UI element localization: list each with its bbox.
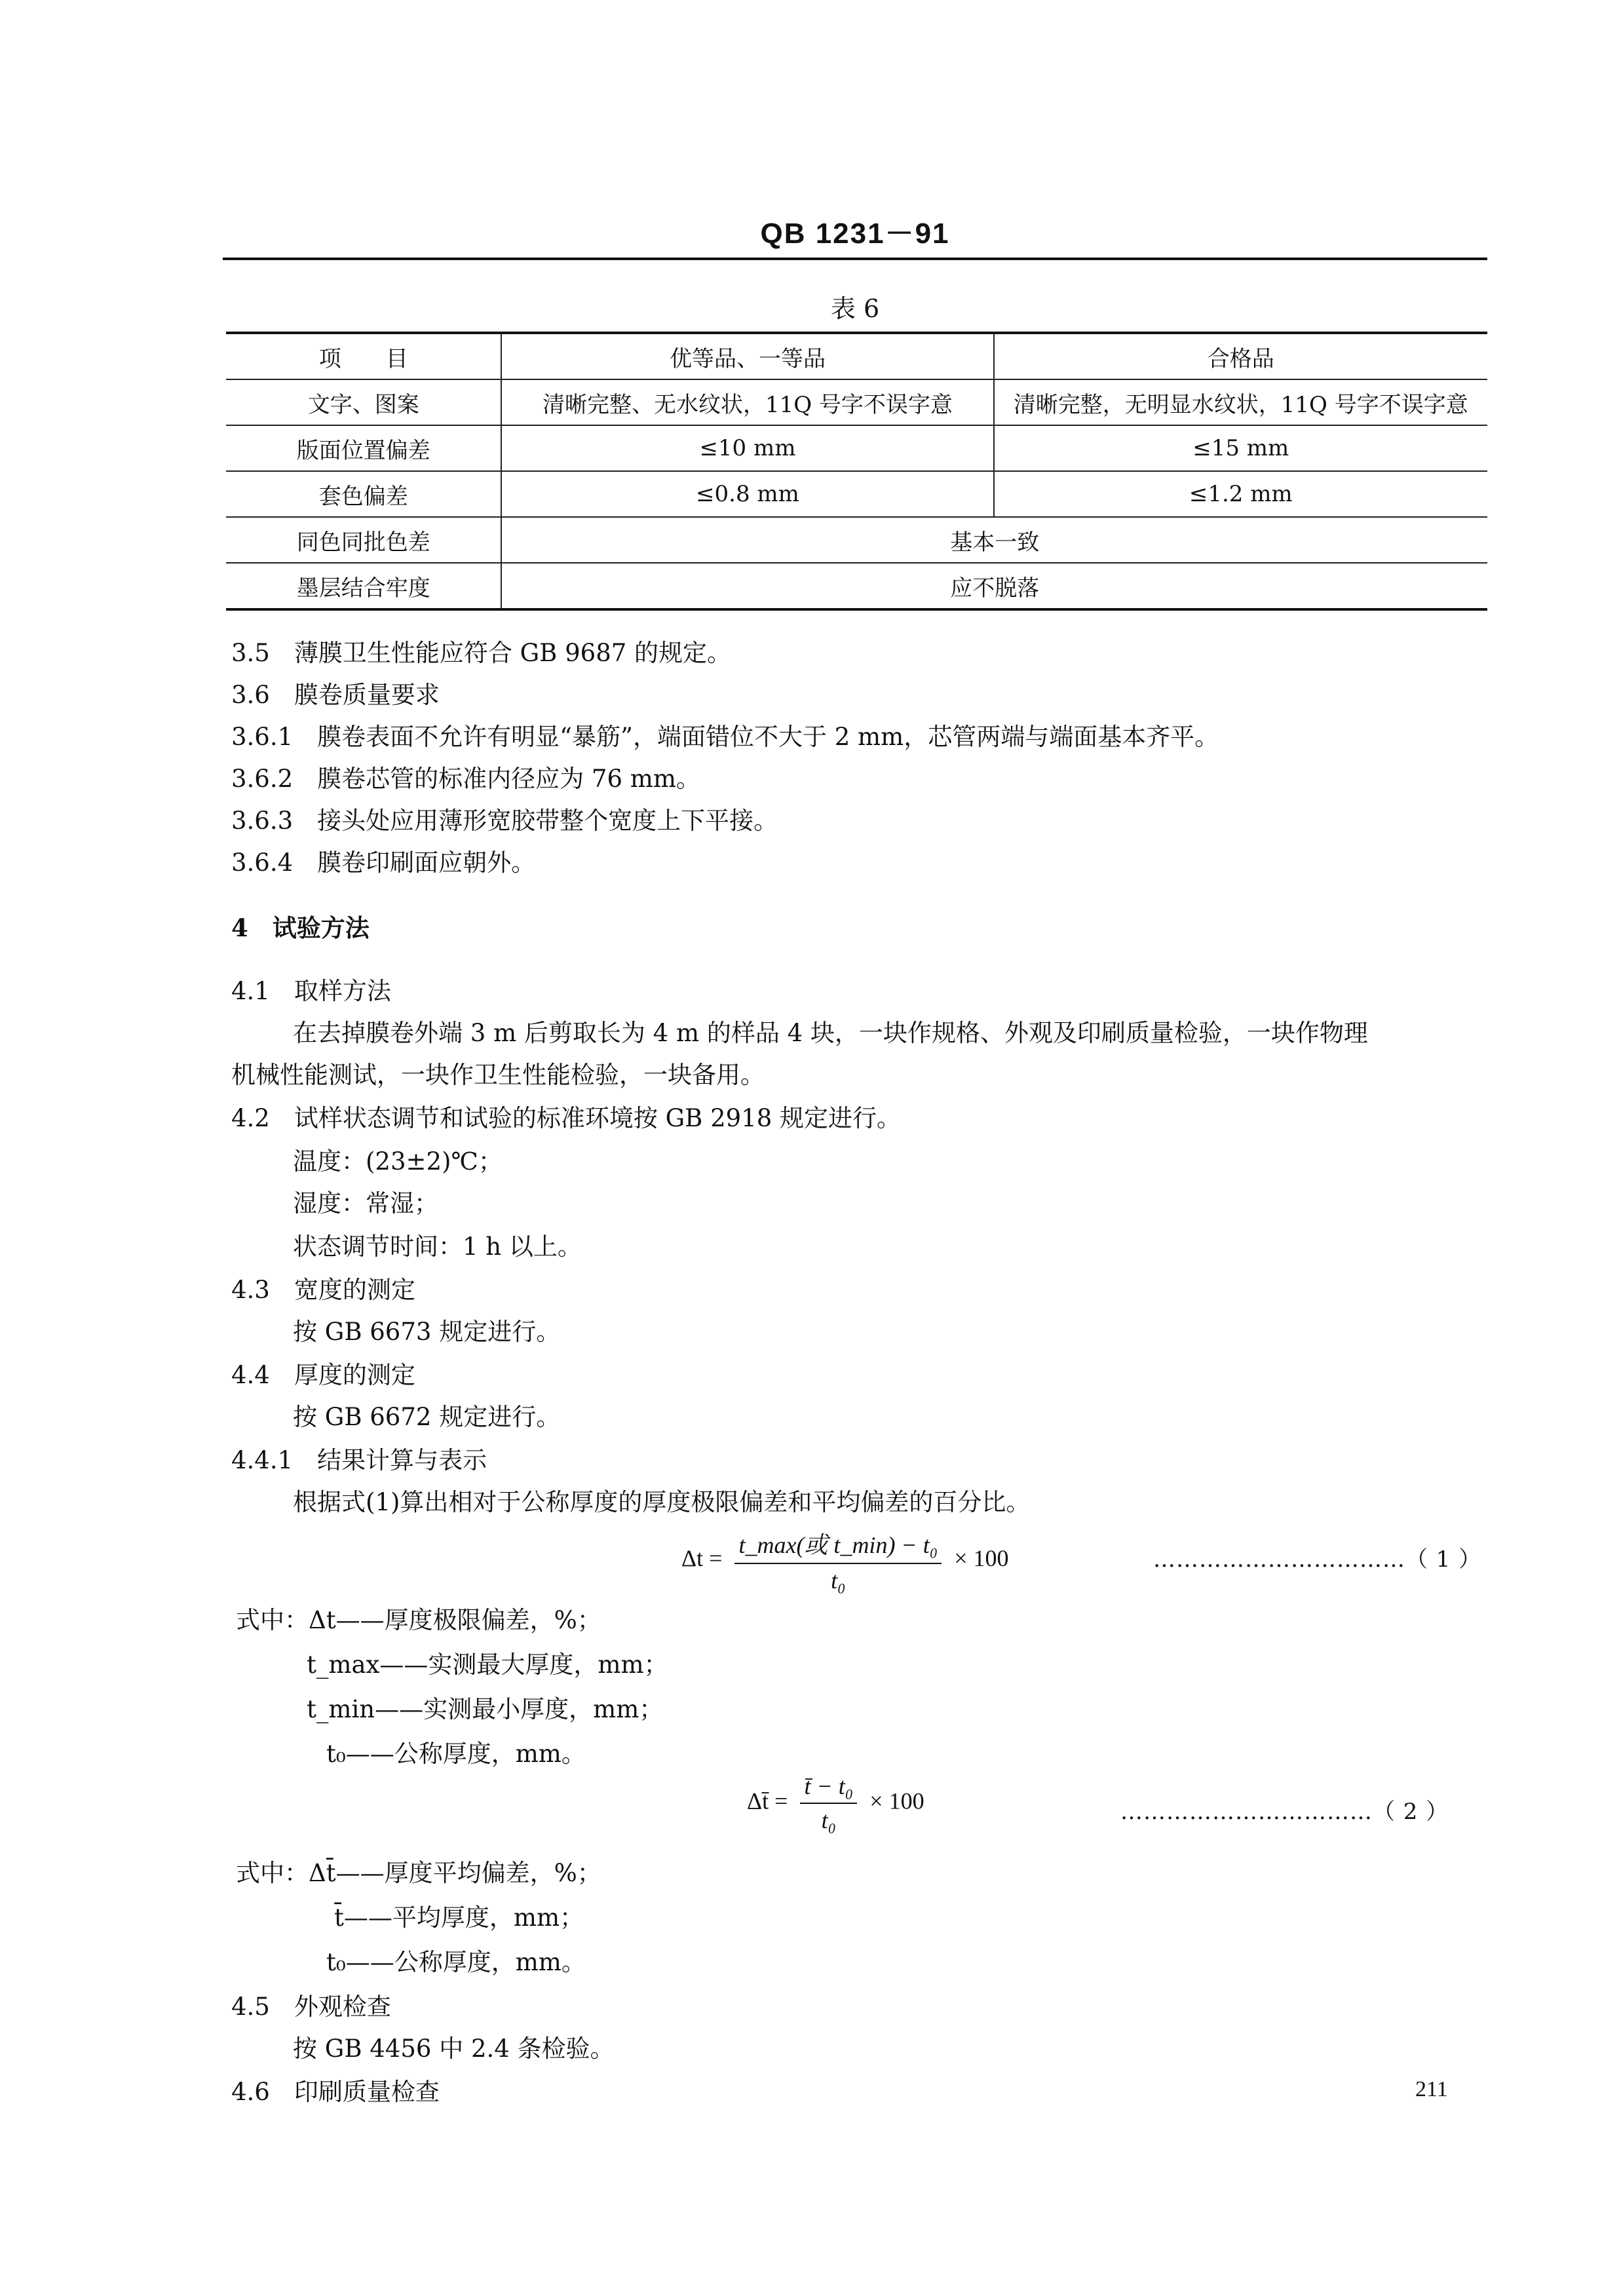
table-cell: ≤1.2 mm bbox=[994, 471, 1487, 517]
standard-number-header: QB 1231－91 bbox=[760, 218, 950, 250]
clause-4-2: 4.2 试样状态调节和试验的标准环境按 GB 2918 规定进行。 bbox=[231, 1104, 902, 1132]
where-t0: t₀——公称厚度，mm。 bbox=[326, 1740, 586, 1768]
clause-4-1-text-cont: 机械性能测试，一块作卫生性能检验，一块备用。 bbox=[231, 1061, 765, 1089]
table-cell: 版面位置偏差 bbox=[226, 425, 501, 471]
where-t-min: t_min——实测最小厚度，mm； bbox=[307, 1695, 664, 1723]
clause-4-3-text: 按 GB 6673 规定进行。 bbox=[293, 1318, 561, 1346]
clause-4-6: 4.6 印刷质量检查 bbox=[231, 2078, 440, 2106]
clause-3-6-4: 3.6.4 膜卷印刷面应朝外。 bbox=[231, 849, 536, 877]
temperature-line: 温度：(23±2)℃； bbox=[293, 1147, 503, 1176]
clause-3-6-3: 3.6.3 接头处应用薄形宽胶带整个宽度上下平接。 bbox=[231, 807, 778, 835]
clause-4-3: 4.3 宽度的测定 bbox=[231, 1276, 415, 1304]
table-row bbox=[226, 563, 1487, 609]
where-t-max: t_max——实测最大厚度，mm； bbox=[307, 1651, 668, 1679]
table-row bbox=[226, 425, 1487, 471]
table-cell: 套色偏差 bbox=[226, 471, 501, 517]
conditioning-time-line: 状态调节时间：1 h 以上。 bbox=[293, 1233, 582, 1261]
table-header-cell: 项 目 bbox=[226, 333, 501, 379]
formula-1-lhs: Δt = bbox=[681, 1544, 723, 1571]
clause-4-4: 4.4 厚度的测定 bbox=[231, 1361, 415, 1389]
clause-4-5-text: 按 GB 4456 中 2.4 条检验。 bbox=[293, 2035, 615, 2063]
section-4-heading: 4 试验方法 bbox=[231, 913, 370, 942]
table-header-row bbox=[226, 333, 1487, 379]
table-cell: 文字、图案 bbox=[226, 379, 501, 425]
clause-3-6: 3.6 膜卷质量要求 bbox=[231, 681, 440, 709]
table-cell: 墨层结合牢度 bbox=[226, 563, 501, 609]
where-delta-t-bar: 式中：Δt̄——厚度平均偏差，%； bbox=[236, 1859, 601, 1887]
page-number: 211 bbox=[1415, 2077, 1448, 2101]
table-cell: 清晰完整，无明显水纹状，11Q 号字不误字意 bbox=[994, 379, 1487, 425]
where-t-bar: t̄——平均厚度，mm； bbox=[334, 1904, 584, 1932]
table-cell-merged: 基本一致 bbox=[501, 517, 1487, 563]
formula-1-denominator: t₀ bbox=[831, 1567, 846, 1594]
clause-4-4-1: 4.4.1 结果计算与表示 bbox=[231, 1446, 487, 1474]
table-cell: ≤15 mm bbox=[994, 425, 1487, 471]
where-t0-2: t₀——公称厚度，mm。 bbox=[326, 1948, 586, 1976]
humidity-line: 湿度：常湿； bbox=[293, 1189, 438, 1217]
clause-3-5: 3.5 薄膜卫生性能应符合 GB 9687 的规定。 bbox=[231, 639, 732, 667]
table-cell: 同色同批色差 bbox=[226, 517, 501, 563]
formula-1-numerator: t_max(或 t_min) − t₀ bbox=[734, 1527, 942, 1564]
table-cell: 清晰完整、无水纹状，11Q 号字不误字意 bbox=[501, 379, 993, 425]
formula-2-number: ……………………………（ 2 ） bbox=[1120, 1799, 1449, 1825]
clause-3-6-1: 3.6.1 膜卷表面不允许有明显“暴筋”，端面错位不大于 2 mm，芯管两端与端面基本齐平。 bbox=[231, 723, 1219, 751]
header-rule bbox=[223, 258, 1487, 260]
clause-4-5: 4.5 外观检查 bbox=[231, 1993, 391, 2021]
quality-table bbox=[226, 332, 1487, 611]
table-row bbox=[226, 471, 1487, 517]
formula-2-multiplier: × 100 bbox=[869, 1788, 924, 1814]
table-cell: ≤0.8 mm bbox=[501, 471, 993, 517]
table-row bbox=[226, 379, 1487, 425]
table-header-cell: 合格品 bbox=[994, 333, 1487, 379]
table-row bbox=[226, 517, 1487, 563]
clause-3-6-2: 3.6.2 膜卷芯管的标准内径应为 76 mm。 bbox=[231, 765, 700, 793]
clause-4-4-text: 按 GB 6672 规定进行。 bbox=[293, 1403, 561, 1431]
table-cell-merged: 应不脱落 bbox=[501, 563, 1487, 609]
formula-2-numerator: t̄ − t₀ bbox=[800, 1772, 857, 1804]
table-cell: ≤10 mm bbox=[501, 425, 993, 471]
formula-2 bbox=[747, 1772, 924, 1834]
table-caption: 表 6 bbox=[830, 294, 880, 323]
formula-1-fraction bbox=[734, 1527, 942, 1594]
clause-4-4-1-text: 根据式(1)算出相对于公称厚度的厚度极限偏差和平均偏差的百分比。 bbox=[293, 1488, 1031, 1516]
formula-2-lhs: Δt̄ = bbox=[747, 1788, 788, 1814]
formula-2-fraction bbox=[800, 1772, 857, 1834]
table-header-cell: 优等品、一等品 bbox=[501, 333, 993, 379]
where-delta-t: 式中：Δt——厚度极限偏差，%； bbox=[236, 1606, 601, 1634]
formula-2-denominator: t₀ bbox=[821, 1807, 837, 1833]
formula-1-multiplier: × 100 bbox=[954, 1544, 1009, 1571]
formula-1 bbox=[681, 1527, 1009, 1594]
clause-4-1: 4.1 取样方法 bbox=[231, 977, 391, 1005]
formula-1-number: ……………………………（ 1 ） bbox=[1153, 1546, 1482, 1573]
clause-4-1-text: 在去掉膜卷外端 3 m 后剪取长为 4 m 的样品 4 块，一块作规格、外观及印刷质量检验，一块作物理 bbox=[293, 1019, 1368, 1047]
